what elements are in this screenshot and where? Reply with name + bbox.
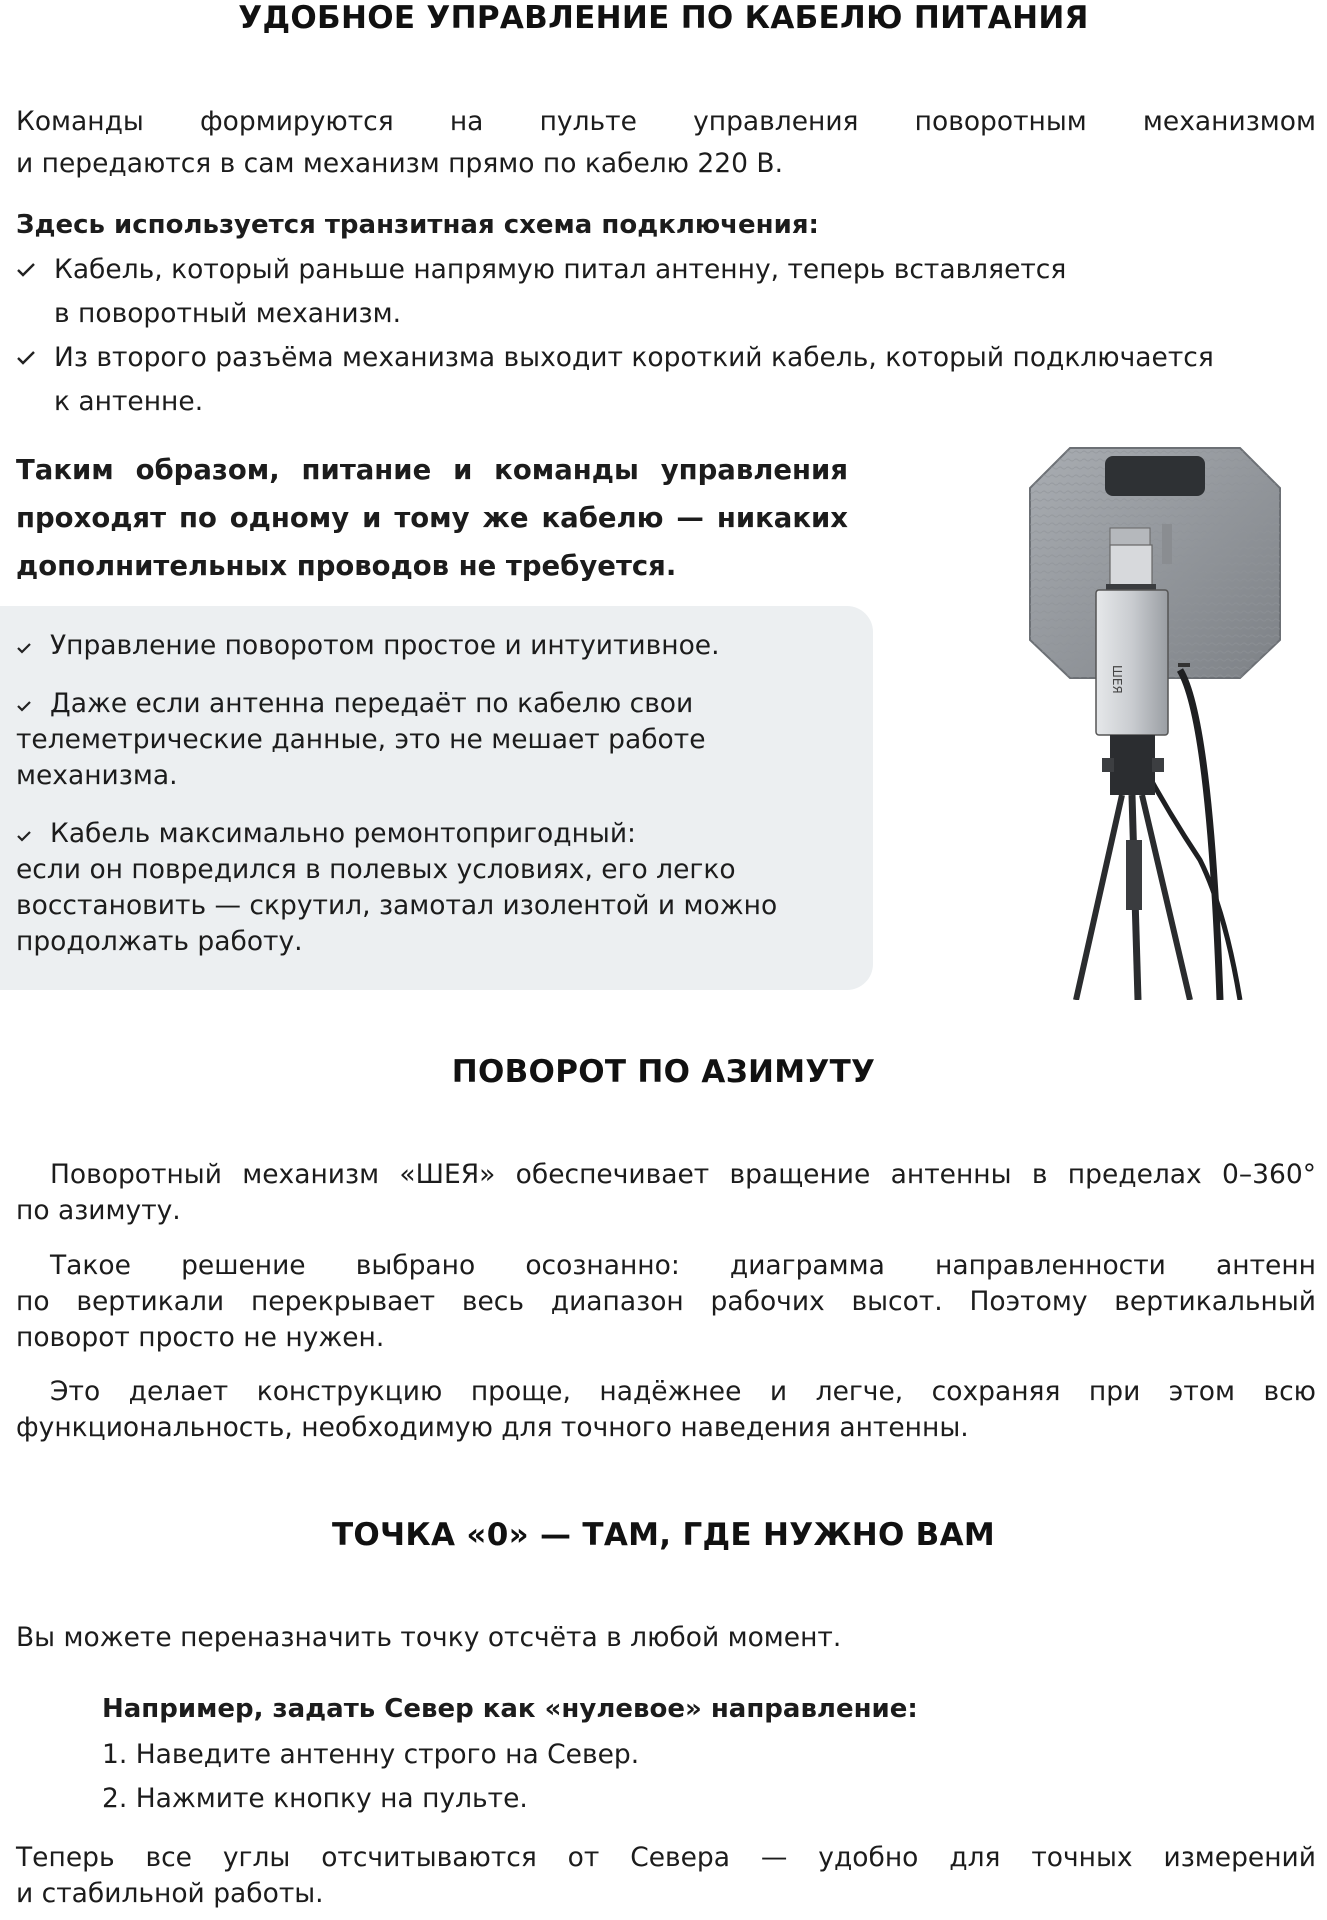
azimuth-paragraph-1 [16, 1157, 1316, 1229]
scheme-item-line: к антенне. [54, 386, 204, 417]
paragraph-line: Такое решение выбрано осознанно: диаграмма направленности антенн [50, 1250, 1316, 1281]
device-label: ШЕЯ [1110, 665, 1124, 694]
summary-line: Таким образом, питание и команды управления [16, 454, 848, 486]
zero-point-outro [16, 1840, 1316, 1912]
scheme-list [16, 248, 1316, 424]
step-item: 1. Наведите антенну строго на Север. [102, 1739, 640, 1770]
checkmark-icon [16, 686, 50, 722]
intro-line-1: Команды формируются на пульте управления поворотным механизмом [16, 106, 1316, 137]
antenna-device-image [1010, 440, 1300, 1000]
checkmark-icon [16, 248, 54, 292]
section-title-azimuth-rotation: ПОВОРОТ ПО АЗИМУТУ [451, 1054, 876, 1090]
azimuth-paragraph-2 [16, 1248, 1316, 1356]
scheme-item [16, 248, 1316, 336]
checkmark-icon [16, 816, 50, 852]
feature-item-text: Управление поворотом простое и интуитивное. [50, 630, 720, 661]
example-heading: Например, задать Север как «нулевое» направление: [102, 1694, 918, 1724]
steps-list [102, 1733, 1302, 1821]
step-item: 2. Нажмите кнопку на пульте. [102, 1783, 528, 1814]
paragraph-line: Теперь все углы отсчитываются от Севера — удобно для точных измерений [16, 1842, 1316, 1873]
feature-item [16, 816, 856, 960]
summary-paragraph [16, 446, 848, 590]
paragraph-line: функциональность, необходимую для точного наведения антенны. [16, 1412, 969, 1443]
summary-line: проходят по одному и тому же кабелю — никаких [16, 502, 848, 534]
feature-item [16, 686, 856, 794]
scheme-item [16, 336, 1316, 424]
checkmark-icon [16, 628, 50, 664]
section-title-power-cable-control: УДОБНОЕ УПРАВЛЕНИЕ ПО КАБЕЛЮ ПИТАНИЯ [238, 0, 1089, 36]
paragraph-line: по вертикали перекрывает весь диапазон рабочих высот. Поэтому вертикальный [16, 1286, 1316, 1317]
feature-item-line: восстановить — скрутил, замотал изолентой и можно [16, 890, 778, 921]
checkmark-icon [16, 336, 54, 380]
scheme-item-line: Кабель, который раньше напрямую питал антенну, теперь вставляется [54, 254, 1067, 285]
scheme-item-line: Из второго разъёма механизма выходит короткий кабель, который подключается [54, 342, 1214, 373]
zero-point-intro: Вы можете переназначить точку отсчёта в любой момент. [16, 1622, 842, 1653]
paragraph-line: и стабильной работы. [16, 1878, 324, 1909]
feature-item-text: Даже если антенна передаёт по кабелю свои [50, 688, 694, 719]
section-title-zero-point: ТОЧКА «0» — ТАМ, ГДЕ НУЖНО ВАМ [331, 1517, 996, 1553]
azimuth-paragraph-3 [16, 1374, 1316, 1446]
scheme-item-line: в поворотный механизм. [54, 298, 402, 329]
feature-item-line: если он повредился в полевых условиях, его легко [16, 854, 736, 885]
feature-item-line: телеметрические данные, это не мешает работе [16, 724, 706, 755]
paragraph-line: по азимуту. [16, 1195, 181, 1226]
paragraph-line: поворот просто не нужен. [16, 1322, 385, 1353]
features-list [16, 628, 856, 960]
intro-line-2: и передаются в сам механизм прямо по кабелю 220 В. [16, 148, 784, 179]
scheme-heading: Здесь используется транзитная схема подключения: [16, 210, 819, 240]
paragraph-line: Это делает конструкцию проще, надёжнее и легче, сохраняя при этом всю [50, 1376, 1316, 1407]
summary-line: дополнительных проводов не требуется. [16, 550, 677, 582]
feature-item-line: механизма. [16, 760, 178, 791]
feature-item [16, 628, 856, 664]
feature-item-line: продолжать работу. [16, 926, 303, 957]
feature-item-text: Кабель максимально ремонтопригодный: [50, 818, 636, 849]
paragraph-line: Поворотный механизм «ШЕЯ» обеспечивает вращение антенны в пределах 0–360° [50, 1159, 1316, 1190]
